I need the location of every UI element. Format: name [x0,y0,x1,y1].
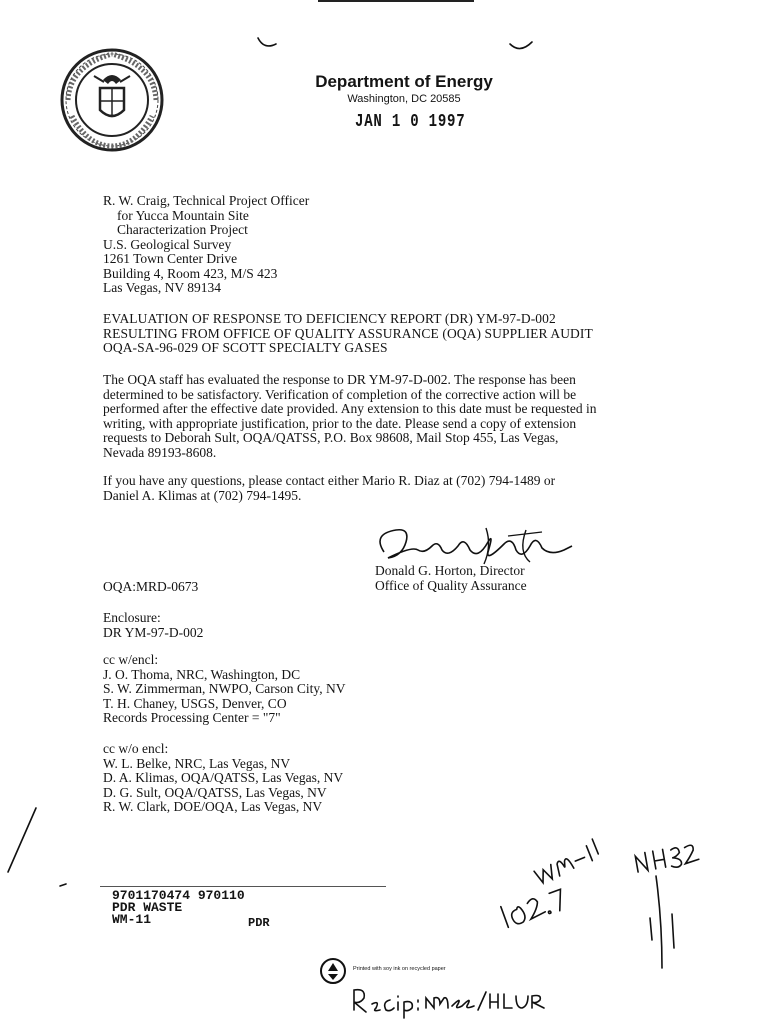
enclosure-block [103,611,203,640]
addressee-line: Las Vegas, NV 89134 [103,280,221,295]
handwritten-page-mark [656,876,662,968]
cc-item: J. O. Thoma, NRC, Washington, DC [103,666,301,682]
stamp-line: PDR WASTE [112,900,183,915]
cc-item: S. W. Zimmerman, NWPO, Carson City, NV [103,681,346,696]
addressee-line: U.S. Geological Survey [103,236,232,252]
addressee-line: Characterization Project [117,222,248,237]
signer-name: Donald G. Horton, Director [375,563,525,578]
punch-mark [258,38,276,46]
signer-block [375,564,527,593]
handwritten-page-mark [672,914,674,948]
handwritten-number-note [501,885,567,929]
stamp-pdr: PDR [248,916,270,930]
file-reference: OQA:MRD-0673 [103,579,199,594]
document-id-stamp [112,890,245,926]
date-stamp: JAN 1 0 1997 [355,112,466,132]
cc-item: D. A. Klimas, OQA/QATSS, Las Vegas, NV [103,770,344,785]
body-line: Nevada 89193-8608. [103,444,217,460]
body-line: Daniel A. Klimas at (702) 794-1495. [103,487,302,503]
cc-item: D. G. Sult, OQA/QATSS, Las Vegas, NV [103,784,327,800]
body-paragraph-1 [103,373,673,460]
stamp-line: 9701170474 970110 [112,888,245,903]
body-line: If you have any questions, please contact either Mario R. Diaz at (702) 794-1489 or [103,473,556,488]
body-line: The OQA staff has evaluated the response to DR YM-97-D-002. The response has been [103,372,576,387]
subject-line: RESULTING FROM OFFICE OF QUALITY ASSURANCE (OQA) SUPPLIER AUDIT [103,325,593,341]
cc-item: Records Processing Center = "7" [103,710,281,725]
top-edge-rule [318,0,474,2]
cc-item: W. L. Belke, NRC, Las Vegas, NV [103,755,291,771]
addressee-line: Building 4, Room 423, M/S 423 [103,265,278,281]
recycled-paper-note: Printed with soy ink on recycled paper [353,966,446,972]
department-location: Washington, DC 20585 [347,93,461,105]
cc-item: T. H. Chaney, USGS, Denver, CO [103,695,287,711]
addressee-line: R. W. Craig, Technical Project Officer [103,193,310,208]
handwritten-page-mark [650,918,652,940]
body-line: performed after the effective date provided. Any extension to this date must be requested in [103,401,597,416]
subject-line: OQA-SA-96-029 OF SCOTT SPECIALTY GASES [103,340,388,355]
enclosure-item: DR YM-97-D-002 [103,624,204,640]
recycle-icon [320,958,346,984]
cc-without-enclosure-block [103,742,343,815]
handwritten-recipient-note [354,990,544,1018]
margin-stroke [8,808,36,872]
letterhead [296,72,512,106]
addressee-line: 1261 Town Center Drive [103,251,238,266]
handwritten-wm-note [531,839,600,884]
body-line: determined to be satisfactory. Verification of completion of the corrective action will be [103,386,577,402]
addressee-line: for Yucca Mountain Site [117,207,249,223]
addressee-block [103,194,309,296]
cc-item: R. W. Clark, DOE/OQA, Las Vegas, NV [103,799,323,814]
stamp-line: WM-11 [112,912,152,927]
cc-with-enclosure-block [103,653,346,726]
cc-label: cc w/encl: [103,652,159,667]
handwritten-signature [366,516,578,568]
stamp-rule [100,886,386,887]
enclosure-label: Enclosure: [103,610,161,625]
body-line: requests to Deborah Sult, OQA/QATSS, P.O. Box 98608, Mail Stop 455, Las Vegas, [103,430,559,445]
subject-block [103,312,593,356]
department-name: Department of Energy [315,72,493,91]
doe-seal-logo [58,46,166,154]
body-paragraph-2 [103,474,673,503]
punch-mark [510,42,532,49]
cc-label: cc w/o encl: [103,741,169,756]
margin-stroke [60,884,66,886]
signer-office: Office of Quality Assurance [375,577,527,593]
subject-line: EVALUATION OF RESPONSE TO DEFICIENCY REPORT (DR) YM-97-D-002 [103,311,556,326]
handwritten-nh-note [635,844,700,874]
body-line: writing, with appropriate justification, prior to the date. Please send a copy of extension [103,415,577,431]
